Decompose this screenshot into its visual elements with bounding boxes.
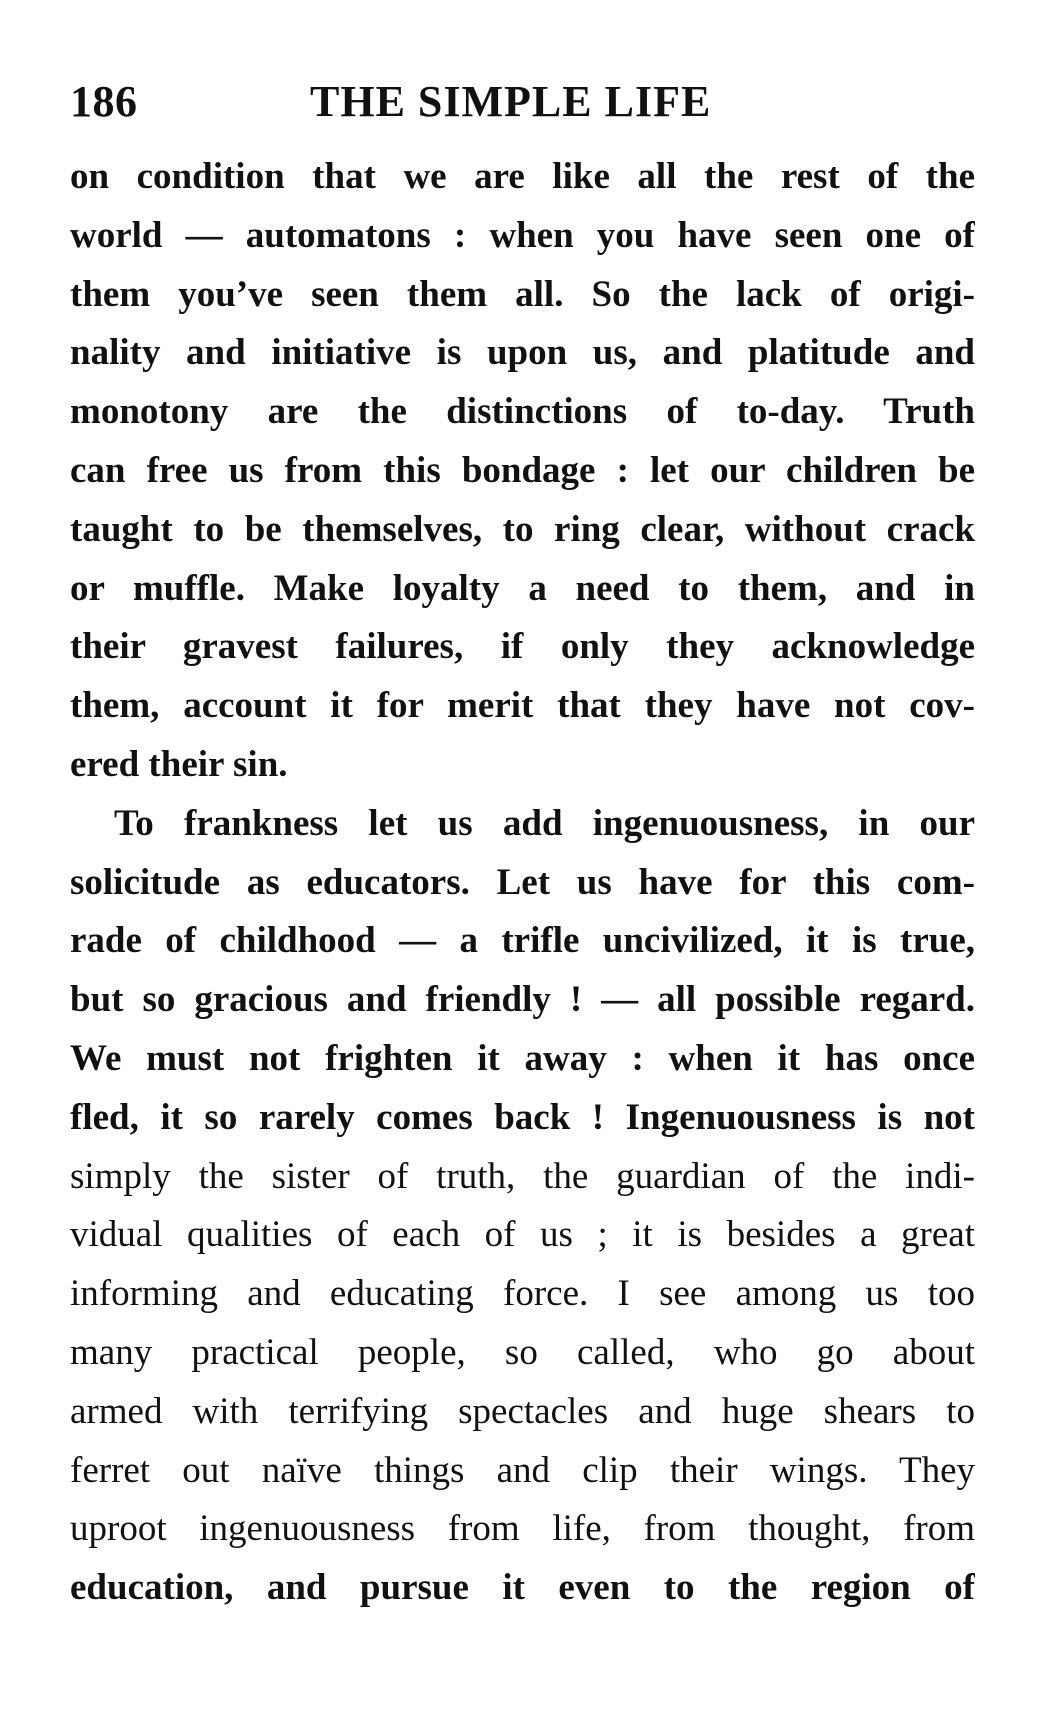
- text-line: uproot ingenuousness from life, from thought, from: [70, 1508, 975, 1550]
- text-line: ered their sin.: [70, 743, 288, 785]
- text-line: taught to be themselves, to ring clear, without crack: [70, 508, 975, 550]
- text-line: but so gracious and friendly ! — all possible regard.: [70, 979, 975, 1021]
- text-line: many practical people, so called, who go about: [70, 1331, 975, 1373]
- running-title: THE SIMPLE LIFE: [310, 77, 712, 126]
- text-line: or muffle. Make loyalty a need to them, and in: [70, 567, 975, 609]
- text-line: them, account it for merit that they have not cov-: [70, 685, 975, 727]
- text-line: To frankness let us add ingenuousness, in our: [114, 802, 975, 844]
- paragraph-1: [70, 148, 975, 795]
- paragraph-2: [70, 795, 975, 1618]
- page-number: 186: [70, 77, 138, 126]
- text-line: rade of childhood — a trifle uncivilized, it is true,: [70, 920, 975, 962]
- text-line: ferret out naïve things and clip their wings. They: [70, 1449, 975, 1491]
- text-line: them you’ve seen them all. So the lack of origi-: [70, 273, 975, 315]
- text-line: fled, it so rarely comes back ! Ingenuousness is not: [70, 1096, 975, 1138]
- text-line: solicitude as educators. Let us have for this com-: [70, 861, 975, 903]
- text-line: monotony are the distinctions of to-day. Truth: [70, 391, 975, 433]
- text-line: on condition that we are like all the rest of the: [70, 156, 975, 197]
- text-line: We must not frighten it away : when it has once: [70, 1037, 975, 1079]
- text-line: simply the sister of truth, the guardian of the indi-: [70, 1155, 975, 1197]
- text-line: their gravest failures, if only they acknowledge: [70, 626, 975, 668]
- body-text: [70, 148, 975, 1618]
- text-line: education, and pursue it even to the region of: [70, 1567, 975, 1609]
- text-line: armed with terrifying spectacles and huge shears to: [70, 1390, 975, 1432]
- text-line: nality and initiative is upon us, and platitude and: [70, 332, 975, 374]
- text-line: informing and educating force. I see among us too: [70, 1273, 975, 1315]
- running-head: [70, 72, 975, 132]
- text-line: can free us from this bondage : let our children be: [70, 449, 975, 491]
- text-line: world — automatons : when you have seen one of: [70, 214, 975, 256]
- text-line: vidual qualities of each of us ; it is besides a great: [70, 1214, 975, 1256]
